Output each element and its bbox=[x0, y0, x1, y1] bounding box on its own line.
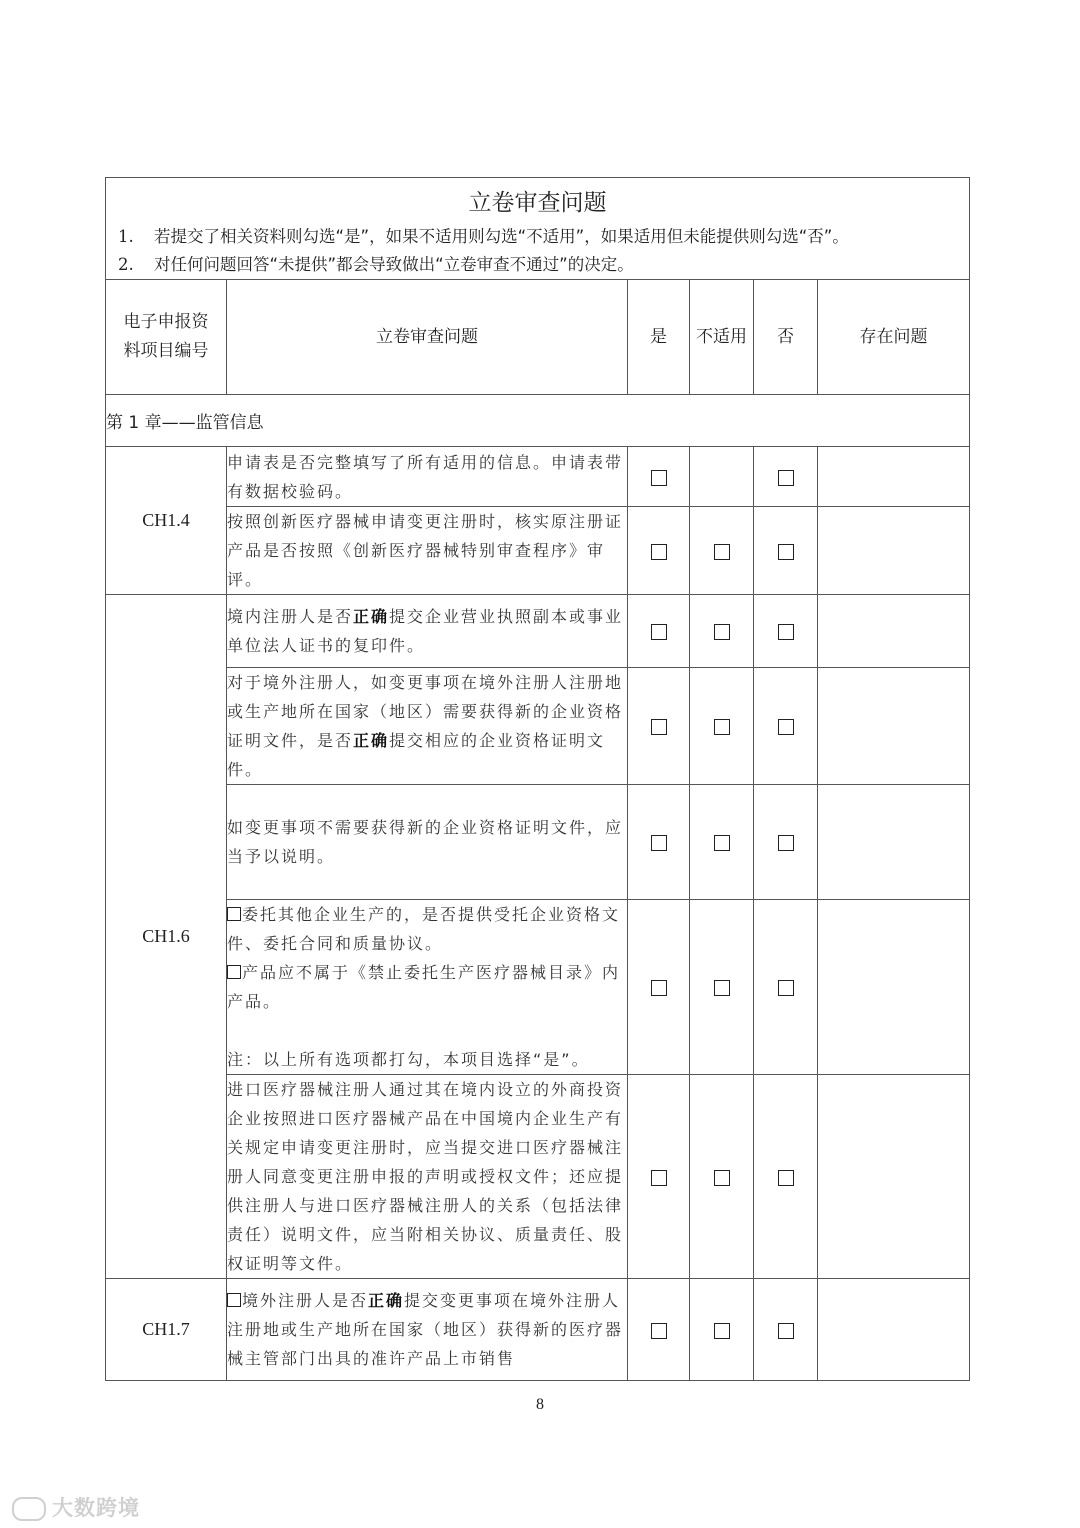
checkbox-no[interactable] bbox=[778, 470, 794, 486]
item-code: CH1.4 bbox=[106, 447, 227, 595]
checkbox-yes[interactable] bbox=[651, 624, 667, 640]
header-block bbox=[106, 178, 970, 280]
issue-cell[interactable] bbox=[818, 447, 970, 507]
question-text: 按照创新医疗器械申请变更注册时，核实原注册证产品是否按照《创新医疗器械特别审查程序》审评。 bbox=[227, 507, 628, 595]
sub-checkbox[interactable] bbox=[227, 1293, 241, 1307]
issue-cell[interactable] bbox=[818, 595, 970, 668]
chapter-heading: 第 1 章——监管信息 bbox=[106, 395, 970, 447]
checkbox-yes[interactable] bbox=[651, 835, 667, 851]
checkbox-no[interactable] bbox=[778, 544, 794, 560]
question-text: 如变更事项不需要获得新的企业资格证明文件，应当予以说明。 bbox=[227, 785, 628, 900]
checkbox-yes[interactable] bbox=[651, 470, 667, 486]
checkbox-na[interactable] bbox=[714, 544, 730, 560]
checkbox-no[interactable] bbox=[778, 1323, 794, 1339]
issue-cell[interactable] bbox=[818, 1279, 970, 1381]
checkbox-yes[interactable] bbox=[651, 719, 667, 735]
checkbox-na[interactable] bbox=[714, 624, 730, 640]
checkbox-no[interactable] bbox=[778, 719, 794, 735]
checkbox-no[interactable] bbox=[778, 1170, 794, 1186]
sub-checkbox[interactable] bbox=[227, 907, 241, 921]
checkbox-no[interactable] bbox=[778, 980, 794, 996]
item-code: CH1.6 bbox=[106, 595, 227, 1279]
issue-cell[interactable] bbox=[818, 668, 970, 785]
checkbox-na[interactable] bbox=[714, 1170, 730, 1186]
checkbox-na[interactable] bbox=[714, 980, 730, 996]
header-issues: 存在问题 bbox=[818, 280, 970, 395]
question-text: 委托其他企业生产的，是否提供受托企业资格文件、委托合同和质量协议。 产品应不属于《禁止委托生产医疗器械目录》内产品。 注：以上所有选项都打勾，本项目选择“是”。 bbox=[227, 900, 628, 1075]
review-table bbox=[105, 177, 970, 1381]
checkbox-yes[interactable] bbox=[651, 1323, 667, 1339]
issue-cell[interactable] bbox=[818, 507, 970, 595]
checkbox-na[interactable] bbox=[714, 1323, 730, 1339]
question-text: 进口医疗器械注册人通过其在境内设立的外商投资企业按照进口医疗器械产品在中国境内企业生产有关规定申请变更注册时，应当提交进口医疗器械注册人同意变更注册申报的声明或授权文件；还应提供注册人与进口医疗器械注册人的关系（包括法律责任）说明文件，应当附相关协议、质量责任、股权证明等文件。 bbox=[227, 1075, 628, 1279]
header-question: 立卷审查问题 bbox=[227, 280, 628, 395]
watermark: 大数跨境 bbox=[12, 1492, 140, 1522]
question-text: 申请表是否完整填写了所有适用的信息。申请表带有数据校验码。 bbox=[227, 447, 628, 507]
checkbox-na[interactable] bbox=[714, 835, 730, 851]
note-1: 1. 若提交了相关资料则勾选“是”，如果不适用则勾选“不适用”，如果适用但未能提供则勾选“否”。 bbox=[118, 227, 849, 246]
issue-cell[interactable] bbox=[818, 900, 970, 1075]
issue-cell[interactable] bbox=[818, 1075, 970, 1279]
checkbox-yes[interactable] bbox=[651, 980, 667, 996]
checkbox-yes[interactable] bbox=[651, 1170, 667, 1186]
page-number: 8 bbox=[536, 1396, 544, 1413]
header-na: 不适用 bbox=[690, 280, 754, 395]
issue-cell[interactable] bbox=[818, 785, 970, 900]
checkbox-na[interactable] bbox=[714, 719, 730, 735]
checkbox-no[interactable] bbox=[778, 624, 794, 640]
empty-cell bbox=[690, 447, 754, 507]
question-text: 对于境外注册人，如变更事项在境外注册人注册地或生产地所在国家（地区）需要获得新的企业资格证明文件，是否正确提交相应的企业资格证明文件。 bbox=[227, 668, 628, 785]
sub-checkbox[interactable] bbox=[227, 965, 241, 979]
logo-icon bbox=[12, 1497, 46, 1521]
question-text: 境外注册人是否正确提交变更事项在境外注册人注册地或生产地所在国家（地区）获得新的医疗器械主管部门出具的准许产品上市销售 bbox=[227, 1279, 628, 1381]
note-2: 2. 对任何问题回答“未提供”都会导致做出“立卷审查不通过”的决定。 bbox=[118, 255, 634, 274]
item-code: CH1.7 bbox=[106, 1279, 227, 1381]
page-title: 立卷审查问题 bbox=[468, 190, 607, 216]
checkbox-yes[interactable] bbox=[651, 544, 667, 560]
header-no: 否 bbox=[754, 280, 818, 395]
header-yes: 是 bbox=[628, 280, 690, 395]
checkbox-no[interactable] bbox=[778, 835, 794, 851]
question-text: 境内注册人是否正确提交企业营业执照副本或事业单位法人证书的复印件。 bbox=[227, 595, 628, 668]
header-code: 电子申报资 料项目编号 bbox=[106, 280, 227, 395]
